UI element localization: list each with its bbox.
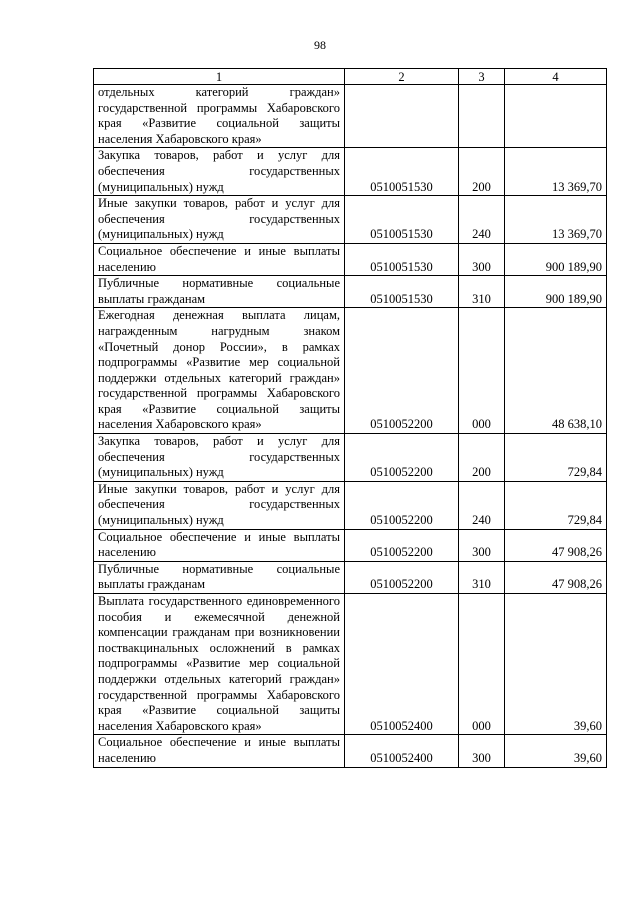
row-name-cell: Выплата государственного единовременного пособия и ежемесячной денежной компенсации гражданам при возникновении поствакцинальных осложнений в рамках подпрограммы «Развитие мер социальной поддержки отдельных категорий граждан» государственной программы Хабаровского края «Развитие социальной защиты населения Хабаровского края» <box>94 594 345 735</box>
table-row <box>94 735 607 767</box>
row-amount-cell: 47 908,26 <box>505 529 607 561</box>
row-code-cell: 0510052400 <box>345 735 459 767</box>
table-row <box>94 434 607 482</box>
row-code-cell: 0510052400 <box>345 594 459 735</box>
row-amount-cell: 729,84 <box>505 434 607 482</box>
table-row <box>94 481 607 529</box>
table-row <box>94 529 607 561</box>
row-type-cell: 300 <box>459 243 505 275</box>
row-amount-cell: 900 189,90 <box>505 276 607 308</box>
row-name-cell: Публичные нормативные социальные выплаты гражданам <box>94 561 345 593</box>
row-code-cell: 0510051530 <box>345 276 459 308</box>
row-type-cell <box>459 85 505 148</box>
row-code-cell: 0510052200 <box>345 434 459 482</box>
row-name-cell: Закупка товаров, работ и услуг для обеспечения государственных (муниципальных) нужд <box>94 434 345 482</box>
table-row <box>94 594 607 735</box>
row-amount-cell <box>505 85 607 148</box>
row-amount-cell: 48 638,10 <box>505 308 607 434</box>
row-amount-cell: 900 189,90 <box>505 243 607 275</box>
table-row <box>94 148 607 196</box>
table-row <box>94 276 607 308</box>
row-type-cell: 240 <box>459 196 505 244</box>
table-row <box>94 561 607 593</box>
row-amount-cell: 13 369,70 <box>505 196 607 244</box>
row-name-cell: Социальное обеспечение и иные выплаты населению <box>94 735 345 767</box>
row-name-cell: Иные закупки товаров, работ и услуг для обеспечения государственных (муниципальных) нужд <box>94 481 345 529</box>
row-type-cell: 200 <box>459 148 505 196</box>
table-row <box>94 196 607 244</box>
table-row <box>94 308 607 434</box>
column-header-2: 2 <box>345 69 459 85</box>
row-code-cell: 0510051530 <box>345 196 459 244</box>
page-number: 98 <box>314 38 326 52</box>
row-code-cell <box>345 85 459 148</box>
column-header-4: 4 <box>505 69 607 85</box>
budget-table <box>93 68 607 768</box>
row-name-cell: Ежегодная денежная выплата лицам, награжденным нагрудным знаком «Почетный донор России», в рамках подпрограммы «Развитие мер социальной поддержки отдельных категорий граждан» государственной программы Хабаровского края «Развитие социальной защиты населения Хабаровского края» <box>94 308 345 434</box>
row-type-cell: 240 <box>459 481 505 529</box>
row-name-cell: Социальное обеспечение и иные выплаты населению <box>94 243 345 275</box>
row-name-cell: Социальное обеспечение и иные выплаты населению <box>94 529 345 561</box>
row-type-cell: 200 <box>459 434 505 482</box>
row-name-cell: Закупка товаров, работ и услуг для обеспечения государственных (муниципальных) нужд <box>94 148 345 196</box>
row-amount-cell: 13 369,70 <box>505 148 607 196</box>
row-amount-cell: 39,60 <box>505 735 607 767</box>
row-type-cell: 000 <box>459 594 505 735</box>
row-amount-cell: 729,84 <box>505 481 607 529</box>
column-header-3: 3 <box>459 69 505 85</box>
row-name-cell: Иные закупки товаров, работ и услуг для обеспечения государственных (муниципальных) нужд <box>94 196 345 244</box>
row-amount-cell: 47 908,26 <box>505 561 607 593</box>
row-amount-cell: 39,60 <box>505 594 607 735</box>
table-row <box>94 85 607 148</box>
row-type-cell: 300 <box>459 735 505 767</box>
table-row <box>94 243 607 275</box>
row-code-cell: 0510052200 <box>345 481 459 529</box>
row-type-cell: 300 <box>459 529 505 561</box>
row-type-cell: 000 <box>459 308 505 434</box>
header-row <box>94 69 607 85</box>
row-code-cell: 0510051530 <box>345 148 459 196</box>
row-code-cell: 0510052200 <box>345 529 459 561</box>
row-type-cell: 310 <box>459 561 505 593</box>
column-header-1: 1 <box>94 69 345 85</box>
row-name-cell: отдельных категорий граждан» государственной программы Хабаровского края «Развитие социальной защиты населения Хабаровского края» <box>94 85 345 148</box>
row-code-cell: 0510052200 <box>345 561 459 593</box>
row-code-cell: 0510052200 <box>345 308 459 434</box>
row-name-cell: Публичные нормативные социальные выплаты гражданам <box>94 276 345 308</box>
row-code-cell: 0510051530 <box>345 243 459 275</box>
row-type-cell: 310 <box>459 276 505 308</box>
